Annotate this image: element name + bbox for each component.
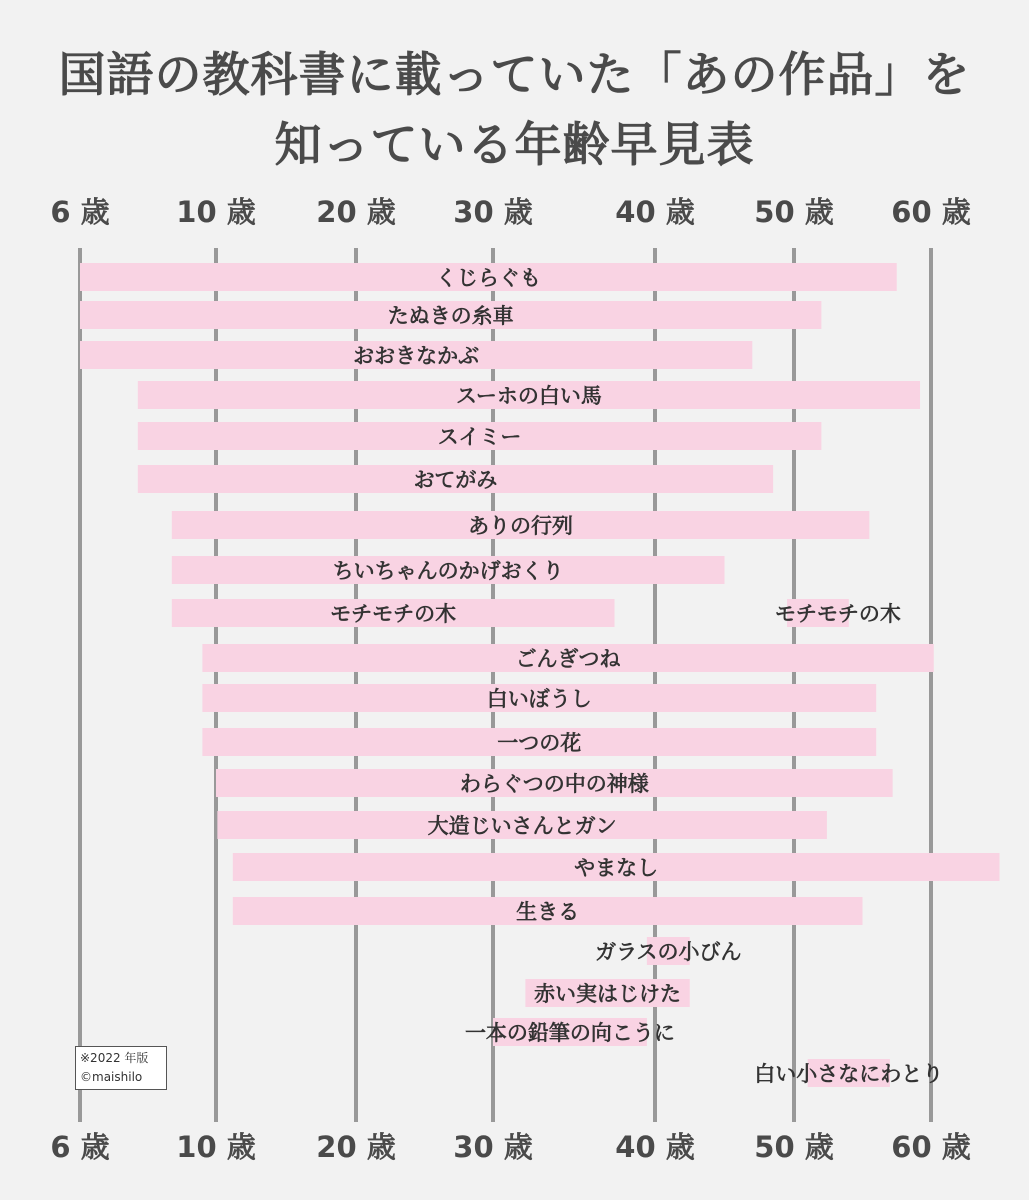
bar-label-15: やまなし bbox=[574, 856, 659, 880]
bar-label-16: 生きる bbox=[516, 900, 580, 924]
tick-label-bottom-60: 60 歳 bbox=[891, 1130, 971, 1164]
copyright-note: ©maishilo bbox=[80, 1070, 143, 1084]
tick-label-bottom-50: 50 歳 bbox=[754, 1130, 834, 1164]
bar-label-12: 一つの花 bbox=[497, 731, 582, 755]
bar-label-4: スーホの白い馬 bbox=[455, 384, 602, 408]
tick-label-bottom-10: 10 歳 bbox=[176, 1130, 256, 1164]
bar-label-7: ありの行列 bbox=[468, 514, 574, 538]
tick-label-top-60: 60 歳 bbox=[891, 195, 971, 229]
bar-label-18: 赤い実はじけた bbox=[534, 982, 682, 1006]
bar-label-19: 一本の鉛筆の向こうに bbox=[464, 1021, 675, 1045]
tick-label-top-40: 40 歳 bbox=[615, 195, 695, 229]
bar-label-13: わらぐつの中の神様 bbox=[459, 772, 649, 796]
tick-label-bottom-6: 6 歳 bbox=[50, 1130, 110, 1164]
tick-label-top-10: 10 歳 bbox=[176, 195, 256, 229]
page-title-line-1: 国語の教科書に載っていた「あの作品」を bbox=[58, 48, 971, 103]
page-title-line-2: 知っている年齢早見表 bbox=[274, 118, 755, 173]
tick-label-bottom-40: 40 歳 bbox=[615, 1130, 695, 1164]
bar-label-14: 大造じいさんとガン bbox=[427, 814, 617, 838]
bar-label-20: 白い小さなにわとり bbox=[754, 1062, 944, 1086]
bar-label-1: くじらぐも bbox=[435, 266, 541, 290]
bar-label-9-second: モチモチの木 bbox=[774, 602, 901, 626]
credit-box bbox=[75, 1046, 167, 1090]
bar-label-5: スイミー bbox=[437, 425, 522, 449]
bar-label-10: ごんぎつね bbox=[515, 647, 621, 671]
tick-label-top-30: 30 歳 bbox=[453, 195, 533, 229]
bar-label-3: おおきなかぶ bbox=[353, 344, 480, 368]
bar-label-11: 白いぼうし bbox=[486, 687, 592, 711]
bar-label-6: おてがみ bbox=[413, 468, 498, 492]
bar-label-8: ちいちゃんのかげおくり bbox=[332, 559, 564, 583]
tick-label-bottom-30: 30 歳 bbox=[453, 1130, 533, 1164]
edition-note: ※2022 年版 bbox=[80, 1051, 149, 1065]
bar-label-2: たぬきの糸車 bbox=[387, 304, 514, 328]
bar-label-17: ガラスの小びん bbox=[595, 940, 742, 964]
tick-label-top-6: 6 歳 bbox=[50, 195, 110, 229]
tick-label-top-20: 20 歳 bbox=[316, 195, 396, 229]
tick-label-bottom-20: 20 歳 bbox=[316, 1130, 396, 1164]
tick-label-top-50: 50 歳 bbox=[754, 195, 834, 229]
bar-label-9: モチモチの木 bbox=[330, 602, 457, 626]
